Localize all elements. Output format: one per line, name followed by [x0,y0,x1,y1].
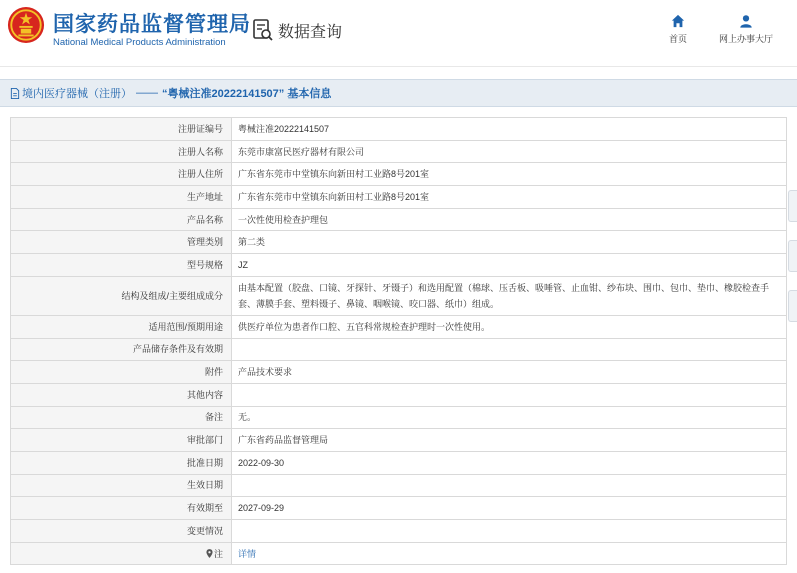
field-value [232,338,787,361]
detail-link[interactable]: 详情 [238,548,257,559]
location-pin-icon [206,549,213,558]
field-value: 广东省东莞市中堂镇东向新田村工业路8号201室 [232,186,787,209]
national-emblem-icon [7,6,45,44]
field-label: 审批部门 [11,429,232,452]
field-value: 供医疗单位为患者作口腔、五官科常规检查护理时一次性使用。 [232,315,787,338]
page-title: “粤械注准20222141507” 基本信息 [162,88,332,100]
field-value: 2027-09-29 [232,497,787,520]
field-label: 变更情况 [11,520,232,543]
table-row [11,315,787,338]
side-float-tab[interactable] [788,290,797,322]
home-icon [671,14,685,28]
data-query-icon [252,18,274,42]
field-label: 注册人名称 [11,140,232,163]
table-row [11,163,787,186]
field-label: 批准日期 [11,451,232,474]
field-label: 备注 [11,406,232,429]
nav-online-service-label: 网上办事大厅 [718,34,773,44]
table-row [11,276,787,315]
table-row [11,118,787,141]
field-label: 其他内容 [11,383,232,406]
field-label: 注册证编号 [11,118,232,141]
field-value [232,474,787,497]
field-value: 广东省药品监督管理局 [232,429,787,452]
side-float-tab[interactable] [788,190,797,222]
field-value: 无。 [232,406,787,429]
field-value [232,383,787,406]
table-row [11,338,787,361]
field-value: 粤械注准20222141507 [232,118,787,141]
header-divider [0,66,797,67]
field-value: 东莞市康富民医疗器材有限公司 [232,140,787,163]
field-value: 由基本配置（胶盘、口镜、牙探针、牙镊子）和选用配置（棉球、压舌板、吸唾管、止血钳、纱布块、围巾、包巾、垫巾、橡胶检查手套、薄膜手套、塑料镊子、鼻镜、咽喉镜、咬口器、纸巾）组成。 [232,276,787,315]
field-value: 产品技术要求 [232,361,787,384]
data-query-label: 数据查询 [278,23,343,41]
nav-home-label: 首页 [668,34,687,44]
field-value: 广东省东莞市中堂镇东向新田村工业路8号201室 [232,163,787,186]
registration-info-table [10,117,787,565]
table-row [11,429,787,452]
breadcrumb [0,79,797,107]
field-label: 生产地址 [11,186,232,209]
note-value-cell [232,542,787,565]
table-row [11,254,787,277]
field-value [232,520,787,543]
table-row [11,451,787,474]
field-label: 管理类别 [11,231,232,254]
table-row [11,231,787,254]
table-row [11,186,787,209]
site-brand-chinese[interactable]: 国家药品监督管理局 [53,13,251,36]
field-value: JZ [232,254,787,277]
field-value: 第二类 [232,231,787,254]
field-label: 适用范围/预期用途 [11,315,232,338]
data-query-heading [252,16,342,44]
field-label: 产品名称 [11,208,232,231]
table-row [11,361,787,384]
field-label: 产品储存条件及有效期 [11,338,232,361]
table-row [11,520,787,543]
field-label: 注册人住所 [11,163,232,186]
field-label: 附件 [11,361,232,384]
field-label: 结构及组成/主要组成成分 [11,276,232,315]
site-brand-english[interactable]: National Medical Products Administration [53,37,226,48]
table-row [11,497,787,520]
field-label: 有效期至 [11,497,232,520]
note-label-cell [11,542,232,565]
table-row [11,406,787,429]
site-header [0,0,797,66]
side-float-tab[interactable] [788,240,797,272]
field-value: 2022-09-30 [232,451,787,474]
table-row [11,383,787,406]
field-label: 生效日期 [11,474,232,497]
field-label: 型号规格 [11,254,232,277]
table-row [11,542,787,565]
table-row [11,208,787,231]
table-row [11,474,787,497]
field-value: 一次性使用检查护理包 [232,208,787,231]
nav-online-service-link[interactable] [706,14,786,45]
user-icon [739,14,753,28]
breadcrumb-category-link[interactable]: 境内医疗器械（注册） [22,88,132,100]
breadcrumb-separator: —— [136,87,158,99]
note-label: 注 [213,548,223,559]
table-row [11,140,787,163]
document-icon [10,88,20,99]
